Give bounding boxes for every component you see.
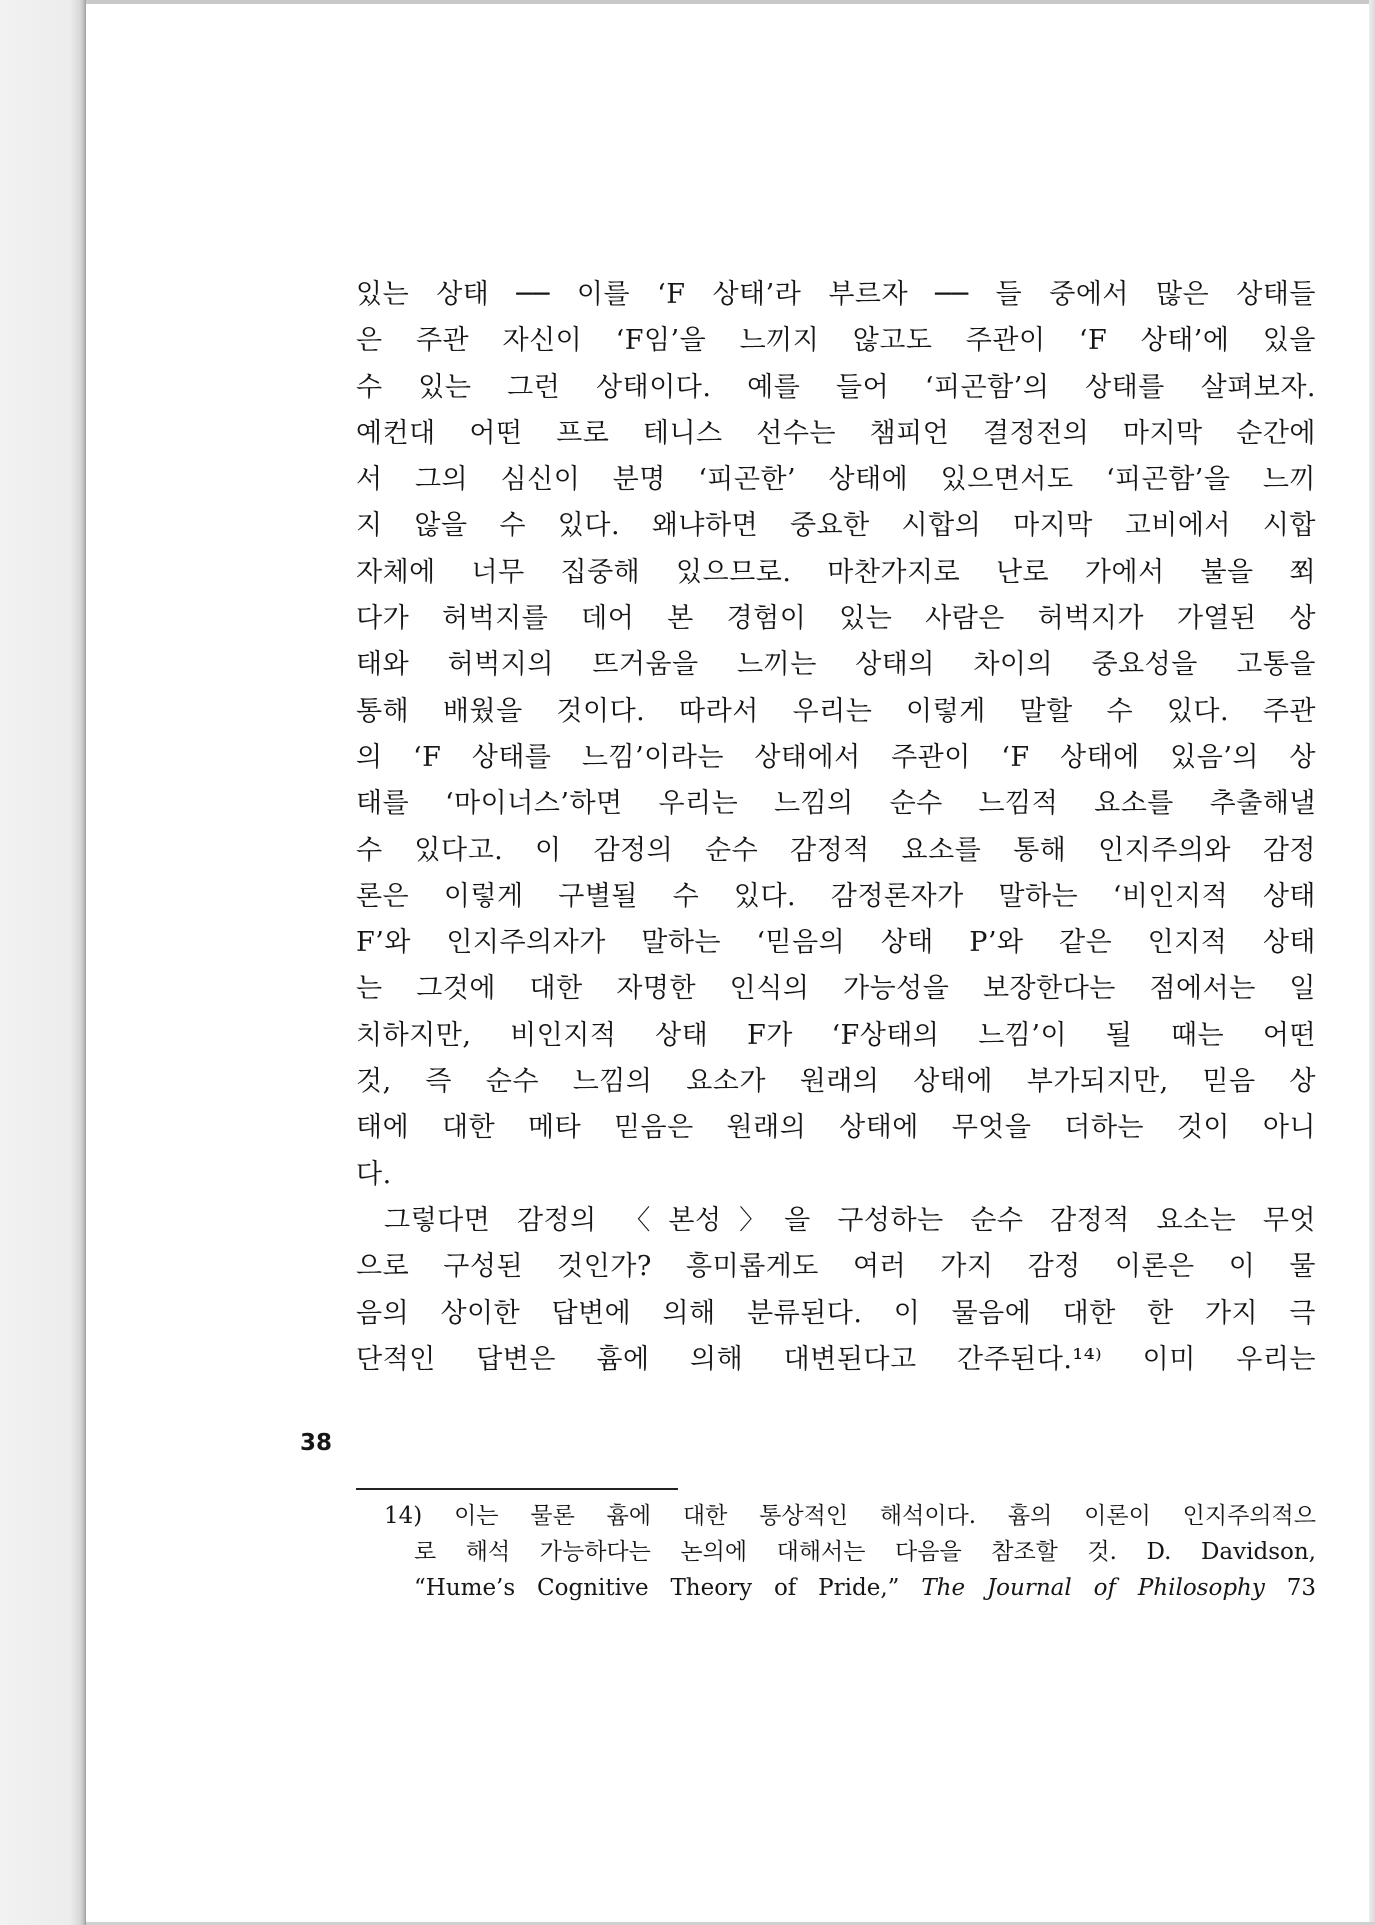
body-line: 수 있다고. 이 감정의 순수 감정적 요소를 통해 인지주의와 감정: [356, 834, 1316, 866]
book-page: [86, 4, 1369, 1922]
footnote-line: 로 해석 가능하다는 논의에 대해서는 다음을 참조할 것. D. Davidson,: [414, 1539, 1316, 1565]
journal-volume: 73: [1264, 1575, 1317, 1601]
body-line: F’와 인지주의자가 말하는 ‘믿음의 상태 P’와 같은 인지적 상태: [356, 927, 1316, 959]
body-line: 다가 허벅지를 데어 본 경험이 있는 사람은 허벅지가 가열된 상: [356, 603, 1316, 635]
body-line: 음의 상이한 답변에 의해 분류된다. 이 물음에 대한 한 가지 극: [356, 1297, 1316, 1329]
footnote-divider: [356, 1488, 678, 1490]
body-line: 서 그의 심신이 분명 ‘피곤한’ 상태에 있으면서도 ‘피곤함’을 느끼: [356, 464, 1316, 496]
journal-name: The Journal of Philosophy: [921, 1575, 1265, 1601]
body-line: 단적인 답변은 흄에 의해 대변된다고 간주된다.¹⁴⁾ 이미 우리는: [356, 1343, 1316, 1375]
body-line: 자체에 너무 집중해 있으므로. 마찬가지로 난로 가에서 불을 쬐: [356, 556, 1316, 588]
body-line: 것, 즉 순수 느낌의 요소가 원래의 상태에 부가되지만, 믿음 상: [356, 1066, 1316, 1098]
body-line: 통해 배웠을 것이다. 따라서 우리는 이렇게 말할 수 있다. 주관: [356, 695, 1316, 727]
body-line: 으로 구성된 것인가? 흥미롭게도 여러 가지 감정 이론은 이 물: [356, 1251, 1316, 1283]
body-line: 론은 이렇게 구별될 수 있다. 감정론자가 말하는 ‘비인지적 상태: [356, 880, 1316, 912]
body-line: 지 않을 수 있다. 왜냐하면 중요한 시합의 마지막 고비에서 시합: [356, 510, 1316, 542]
body-line: 다.: [356, 1158, 392, 1190]
scan-right-edge: [1369, 0, 1375, 1925]
body-text: [356, 274, 1316, 1385]
body-line: 태와 허벅지의 뜨거움을 느끼는 상태의 차이의 중요성을 고통을: [356, 649, 1316, 681]
scan-left-edge: [0, 0, 86, 1925]
paragraph-start-line: 그렇다면 감정의 〈본성〉을 구성하는 순수 감정적 요소는 무엇: [384, 1204, 1316, 1236]
citation-title: “Hume’s Cognitive Theory of Pride,”: [414, 1575, 922, 1601]
body-line: 은 주관 자신이 ‘F임’을 느끼지 않고도 주관이 ‘F 상태’에 있을: [356, 325, 1316, 357]
body-line: 치하지만, 비인지적 상태 F가 ‘F상태의 느낌’이 될 때는 어떤: [356, 1019, 1316, 1051]
body-line: 태를 ‘마이너스’하면 우리는 느낌의 순수 느낌적 요소를 추출해낼: [356, 788, 1316, 820]
body-line: 수 있는 그런 상태이다. 예를 들어 ‘피곤함’의 상태를 살펴보자.: [356, 371, 1316, 403]
body-line: 예컨대 어떤 프로 테니스 선수는 챔피언 결정전의 마지막 순간에: [356, 417, 1316, 449]
body-line: 있는 상태 ── 이를 ‘F 상태’라 부르자 ── 들 중에서 많은 상태들: [356, 279, 1316, 310]
body-line: 는 그것에 대한 자명한 인식의 가능성을 보장한다는 점에서는 일: [356, 973, 1316, 1005]
body-line: 태에 대한 메타 믿음은 원래의 상태에 무엇을 더하는 것이 아니: [356, 1112, 1316, 1144]
footnote: [384, 1498, 1316, 1606]
page-number: 38: [300, 1430, 333, 1456]
body-line: 의 ‘F 상태를 느낌’이라는 상태에서 주관이 ‘F 상태에 있음’의 상: [356, 741, 1316, 773]
footnote-line: 14) 이는 물론 흄에 대한 통상적인 해석이다. 흄의 이론이 인지주의적으: [384, 1503, 1316, 1529]
footnote-citation-line: [384, 1570, 1316, 1606]
